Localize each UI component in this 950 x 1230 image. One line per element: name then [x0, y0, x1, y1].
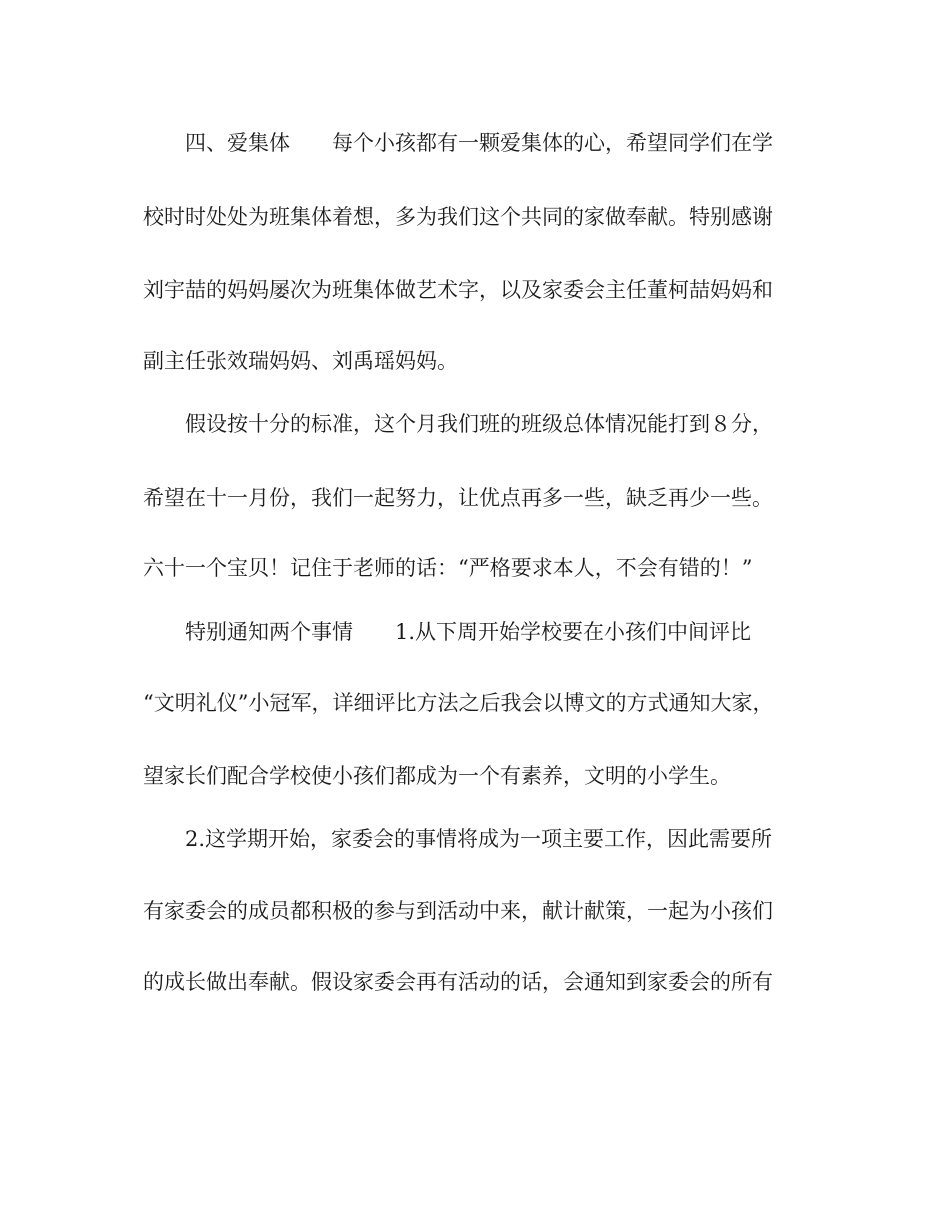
paragraph-line: 望家长们配合学校使小孩们都成为一个有素养，文明的小学生。 [143, 764, 731, 788]
paragraph-line: 特别通知两个事情 1.从下周开始学校要在小孩们中间评比 [185, 620, 752, 644]
paragraph-line: 有家委会的成员都积极的参与到活动中来，献计献策，一起为小孩们 [143, 899, 773, 923]
paragraph-line: 副主任张效瑞妈妈、刘禹瑶妈妈。 [143, 349, 458, 373]
paragraph-line: 2.这学期开始，家委会的事情将成为一项主要工作，因此需要所 [185, 827, 773, 851]
paragraph-line: 四、爱集体 每个小孩都有一颗爱集体的心，希望同学们在学 [185, 131, 773, 155]
paragraph-line: 假设按十分的标准，这个月我们班的班级总体情况能打到８分， [185, 412, 773, 436]
paragraph-line: “文明礼仪”小冠军，详细评比方法之后我会以博文的方式通知大家， [143, 691, 774, 715]
paragraph-line: 校时时处处为班集体着想，多为我们这个共同的家做奉献。特别感谢 [143, 205, 773, 229]
paragraph-line: 刘宇喆的妈妈屡次为班集体做艺术字，以及家委会主任董柯喆妈妈和 [143, 278, 773, 302]
paragraph-line: 的成长做出奉献。假设家委会再有活动的话，会通知到家委会的所有 [143, 970, 773, 994]
paragraph-line: 希望在十一月份，我们一起努力，让优点再多一些，缺乏再少一些。 [143, 486, 773, 510]
paragraph-line: 六十一个宝贝！记住于老师的话：“严格要求本人，不会有错的！” [143, 556, 753, 580]
